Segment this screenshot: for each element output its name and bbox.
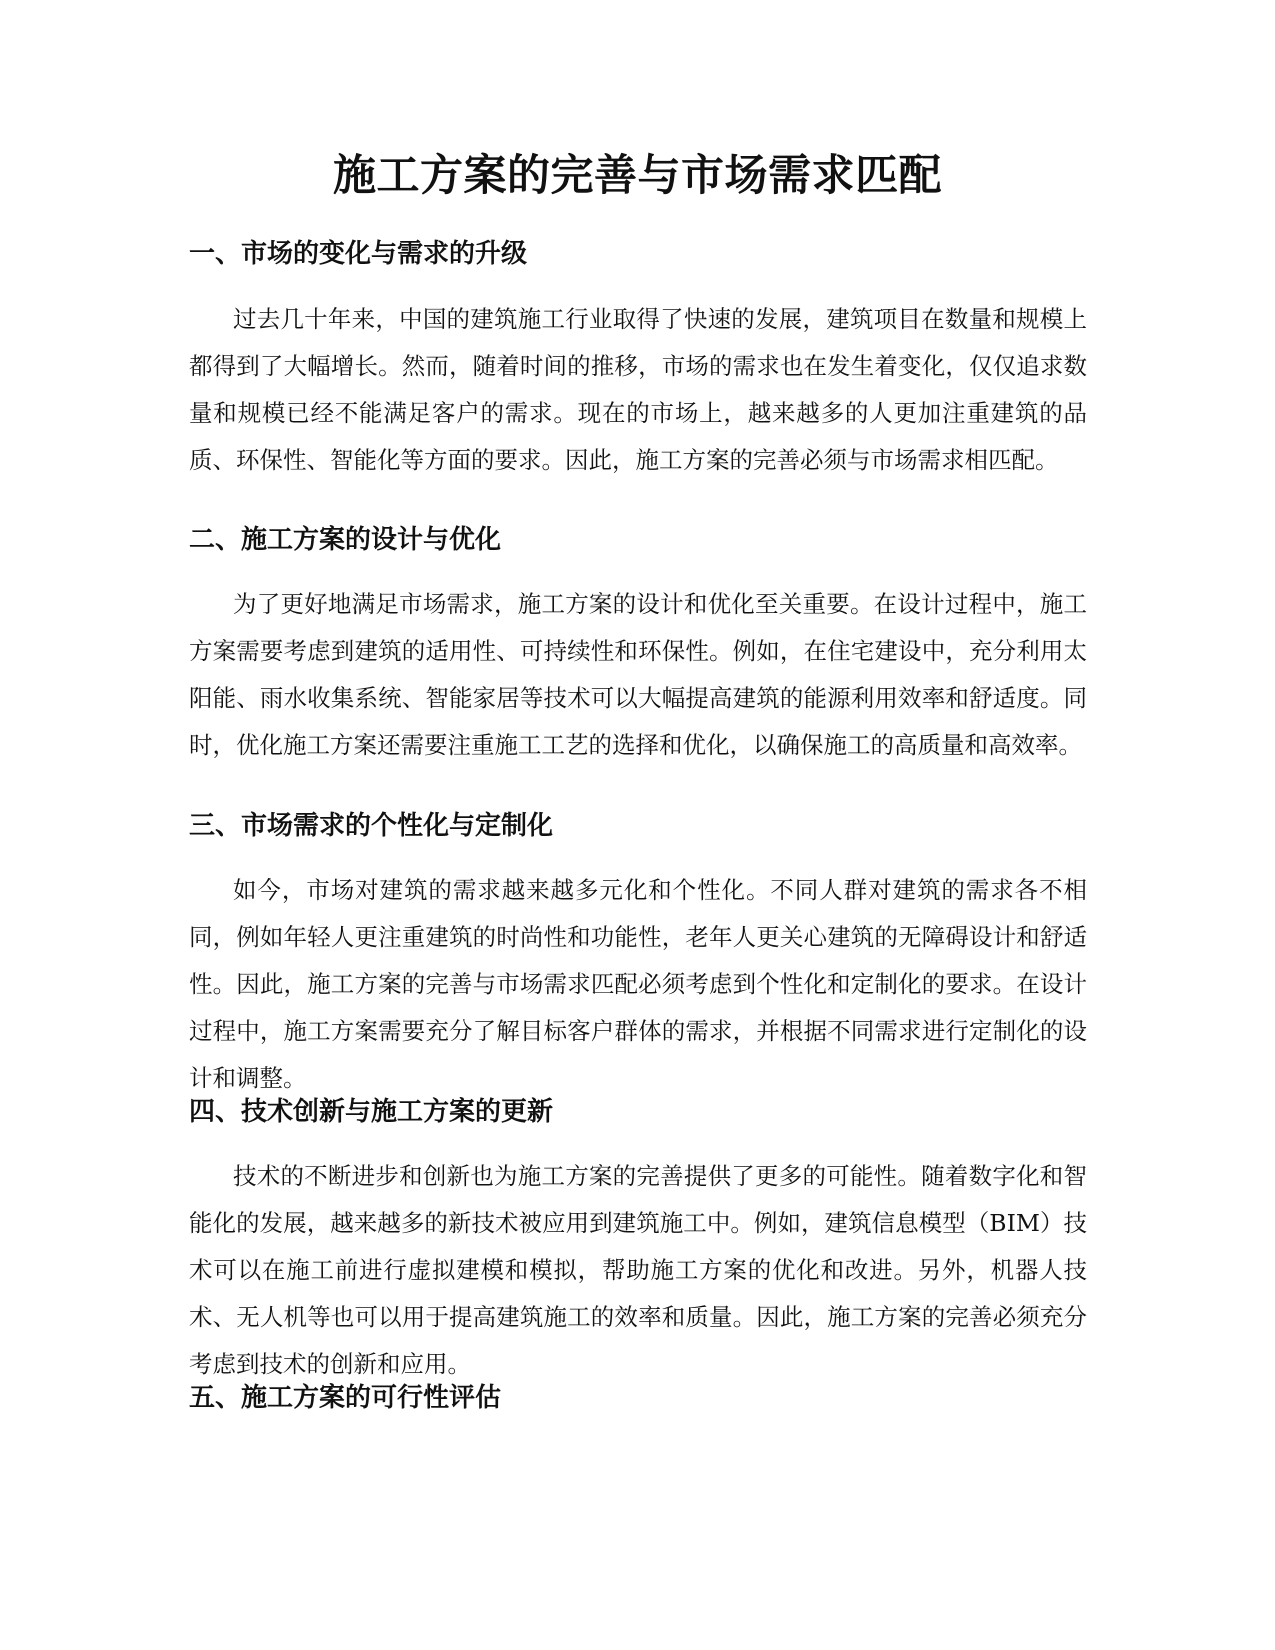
section-paragraph-4: 技术的不断进步和创新也为施工方案的完善提供了更多的可能性。随着数字化和智能化的发展，越来越多的新技术被应用到建筑施工中。例如，建筑信息模型（BIM）技术可以在施工前进行虚拟建模和模拟，帮助施工方案的优化和改进。另外，机器人技术、无人机等也可以用于提高建筑施工的效率和质量。因此，施工方案的完善必须充分考虑到技术的创新和应用。 [189,1162,1087,1378]
document-title: 施工方案的完善与市场需求匹配 [333,151,942,201]
section-heading-3: 三、市场需求的个性化与定制化 [189,811,554,841]
section-heading-1: 一、市场的变化与需求的升级 [189,239,528,269]
section-paragraph-2: 为了更好地满足市场需求，施工方案的设计和优化至关重要。在设计过程中，施工方案需要考虑到建筑的适用性、可持续性和环保性。例如，在住宅建设中，充分利用太阳能、雨水收集系统、智能家居等技术可以大幅提高建筑的能源利用效率和舒适度。同时，优化施工方案还需要注重施工工艺的选择和优化，以确保施工的高质量和高效率。 [189,590,1087,759]
section-heading-2: 二、施工方案的设计与优化 [189,525,502,555]
section-heading-5: 五、施工方案的可行性评估 [189,1383,502,1413]
section-heading-4: 四、技术创新与施工方案的更新 [189,1097,554,1127]
section-paragraph-1: 过去几十年来，中国的建筑施工行业取得了快速的发展，建筑项目在数量和规模上都得到了大幅增长。然而，随着时间的推移，市场的需求也在发生着变化，仅仅追求数量和规模已经不能满足客户的需求。现在的市场上，越来越多的人更加注重建筑的品质、环保性、智能化等方面的要求。因此，施工方案的完善必须与市场需求相匹配。 [189,305,1087,474]
section-paragraph-3: 如今，市场对建筑的需求越来越多元化和个性化。不同人群对建筑的需求各不相同，例如年轻人更注重建筑的时尚性和功能性，老年人更关心建筑的无障碍设计和舒适性。因此，施工方案的完善与市场需求匹配必须考虑到个性化和定制化的要求。在设计过程中，施工方案需要充分了解目标客户群体的需求，并根据不同需求进行定制化的设计和调整。 [189,876,1087,1092]
